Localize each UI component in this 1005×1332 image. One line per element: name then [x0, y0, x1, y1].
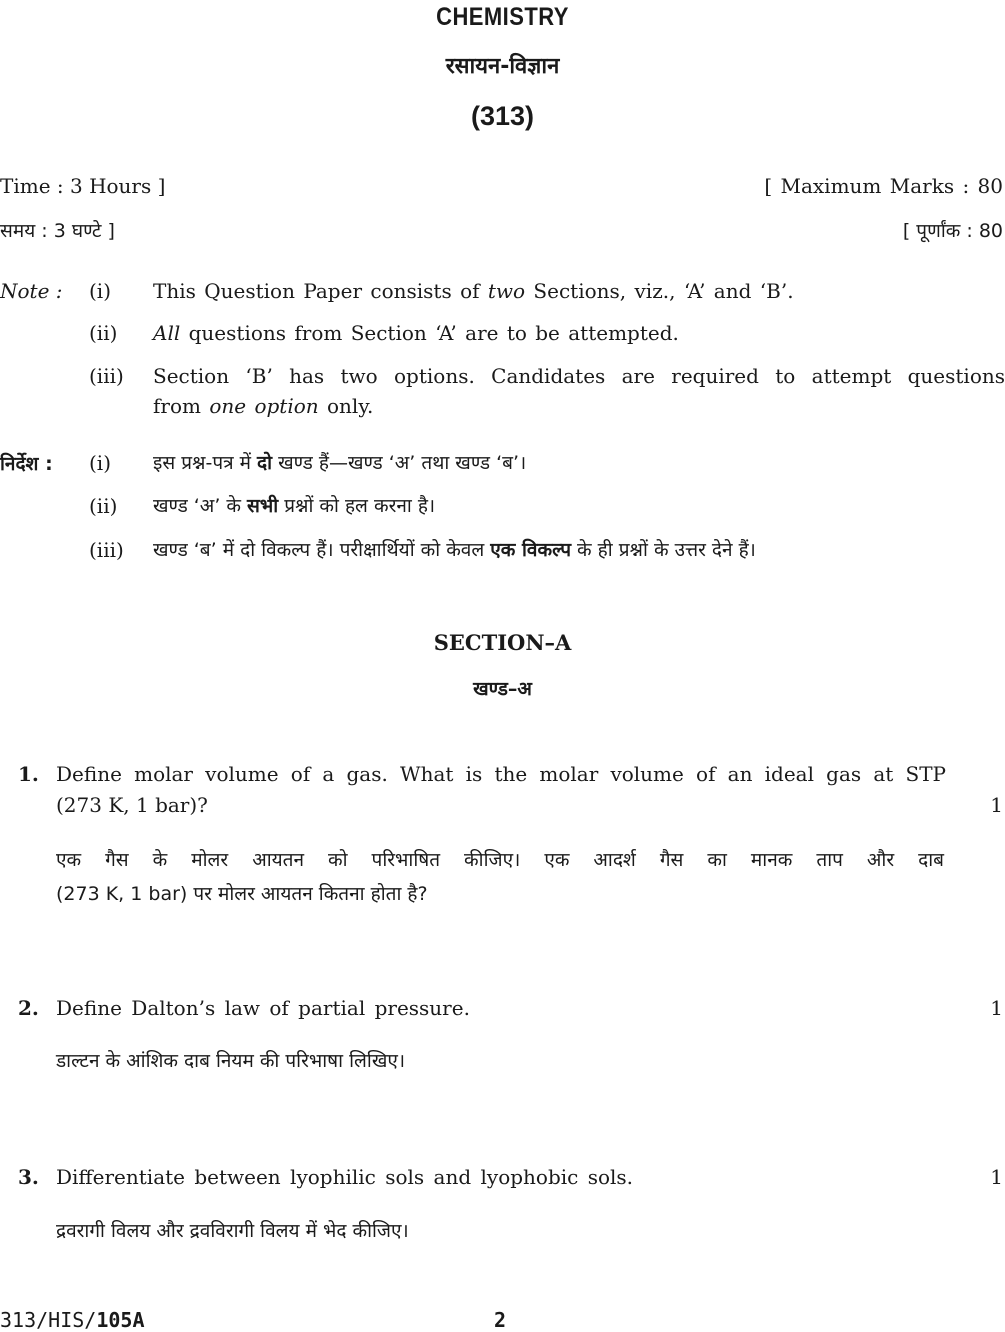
time-label-en: Time : 3 Hours ]	[0, 174, 166, 198]
page-number: 2	[494, 1308, 507, 1332]
note-item-text: All questions from Section ‘A’ are to be attempted.	[153, 321, 679, 345]
footer-paper-code: 313/HIS/105A	[0, 1308, 145, 1332]
subject-title: CHEMISTRY	[436, 3, 569, 31]
question-text-hindi: द्रवरागी विलय और द्रवविरागी विलय में भेद कीजिए।	[56, 1220, 409, 1242]
question-marks: 1	[990, 793, 1003, 817]
question-number: 1.	[18, 762, 39, 786]
note-item-text-hindi: खण्ड ‘ब’ में दो विकल्प हैं। परीक्षार्थियों को केवल एक विकल्प के ही प्रश्नों के उत्तर देने हैं।	[153, 539, 756, 561]
note-label: Note :	[0, 279, 63, 303]
note-item-num: (iii)	[89, 364, 124, 388]
note-item-num: (iii)	[89, 538, 124, 562]
note-item-text-hindi: इस प्रश्न-पत्र में दो खण्ड हैं—खण्ड ‘अ’ तथा खण्ड ‘ब’।	[153, 452, 527, 474]
question-text-hindi: डाल्टन के आंशिक दाब नियम की परिभाषा लिखिए।	[56, 1050, 406, 1072]
question-number: 3.	[18, 1165, 39, 1189]
question-text: Define Dalton’s law of partial pressure.	[56, 996, 470, 1020]
note-item-num: (ii)	[89, 321, 118, 345]
max-marks-en: [ Maximum Marks : 80	[764, 174, 1003, 198]
question-marks: 1	[990, 1165, 1003, 1189]
question-text: Differentiate between lyophilic sols and lyophobic sols.	[56, 1165, 634, 1189]
note-item-num: (i)	[89, 451, 112, 475]
time-label-hi: समय : 3 घण्टे ]	[0, 220, 115, 242]
subject-title-hindi: रसायन-विज्ञान	[445, 54, 560, 79]
question-text-hindi-cont: (273 K, 1 bar) पर मोलर आयतन कितना होता है?	[56, 883, 428, 905]
paper-code: (313)	[470, 101, 535, 131]
section-title: SECTION–A	[433, 630, 572, 655]
note-item-num: (i)	[89, 279, 112, 303]
note-item-text-hindi: खण्ड ‘अ’ के सभी प्रश्नों को हल करना है।	[153, 495, 436, 517]
note-item-num: (ii)	[89, 494, 118, 518]
note-item-text: Section ‘B’ has two options. Candidates are required to attempt questions	[153, 364, 1005, 388]
question-marks: 1	[990, 996, 1003, 1020]
question-text: Define molar volume of a gas. What is the molar volume of an ideal gas at STP	[56, 762, 946, 786]
note-label-hindi: निर्देश :	[0, 453, 53, 475]
question-text-cont: (273 K, 1 bar)?	[56, 793, 208, 817]
note-item-text-cont: from one option only.	[153, 394, 374, 418]
note-item-text: This Question Paper consists of two Sections, viz., ‘A’ and ‘B’.	[153, 279, 794, 303]
section-title-hindi: खण्ड–अ	[473, 678, 532, 700]
question-number: 2.	[18, 996, 39, 1020]
question-text-hindi: एक गैस के मोलर आयतन को परिभाषित कीजिए। एक आदर्श गैस का मानक ताप और दाब	[56, 849, 944, 871]
max-marks-hi: [ पूर्णांक : 80	[902, 220, 1003, 242]
